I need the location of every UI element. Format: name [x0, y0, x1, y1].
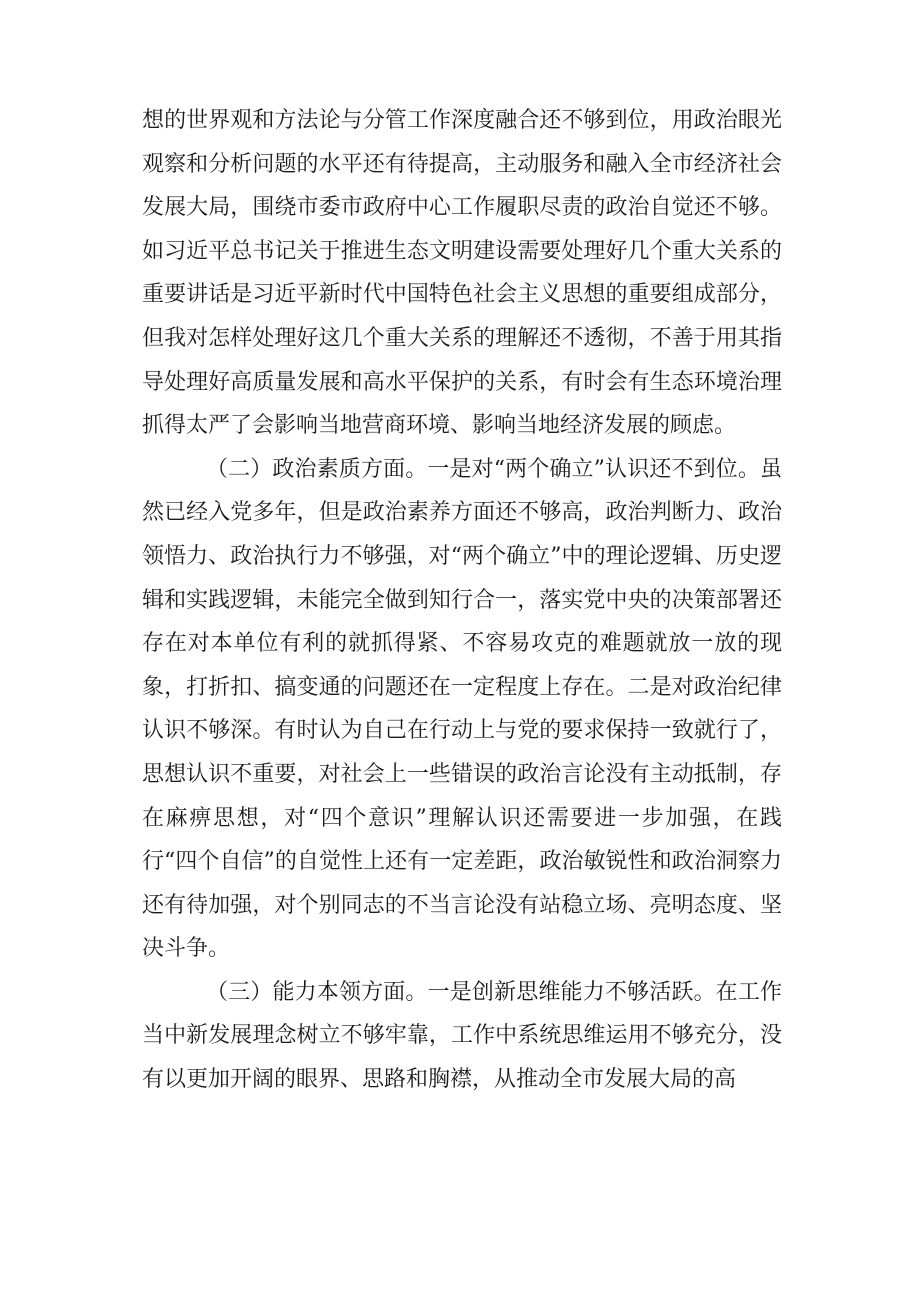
paragraph-political-quality: （二）政治素质方面。一是对“两个确立”认识还不到位。虽然已经入党多年，但是政治素养方面还不够高，政治判断力、政治领悟力、政治执行力不够强，对“两个确立”中的理论逻辑、历史逻辑和实践逻辑，未能完全做到知行合一，落实党中央的决策部署还存在对本单位有利的就抓得紧、不容易攻克的难题就放一放的现象，打折扣、搞变通的问题还在一定程度上存在。二是对政治纪律认识不够深。有时认为自己在行动上与党的要求保持一致就行了，思想认识不重要，对社会上一些错误的政治言论没有主动抵制，存在麻痹思想，对“四个意识”理解认识还需要进一步加强，在践行“四个自信”的自觉性上还有一定差距，政治敏锐性和政治洞察力还有待加强，对个别同志的不当言论没有站稳立场、亮明态度、坚决斗争。: [142, 456, 782, 962]
document-body: [142, 99, 782, 1102]
paragraph-ability: （三）能力本领方面。一是创新思维能力不够活跃。在工作当中新发展理念树立不够牢靠，工作中系统思维运用不够充分，没有以更加开阔的眼界、思路和胸襟，从推动全市发展大局的高: [142, 979, 782, 1093]
paragraph-continuation: 想的世界观和方法论与分管工作深度融合还不够到位，用政治眼光观察和分析问题的水平还有待提高，主动服务和融入全市经济社会发展大局，围绕市委市政府中心工作履职尽责的政治自觉还不够。如习近平总书记关于推进生态文明建设需要处理好几个重大关系的重要讲话是习近平新时代中国特色社会主义思想的重要组成部分，但我对怎样处理好这几个重大关系的理解还不透彻，不善于用其指导处理好高质量发展和高水平保护的关系，有时会有生态环境治理抓得太严了会影响当地营商环境、影响当地经济发展的顾虑。: [142, 108, 782, 439]
